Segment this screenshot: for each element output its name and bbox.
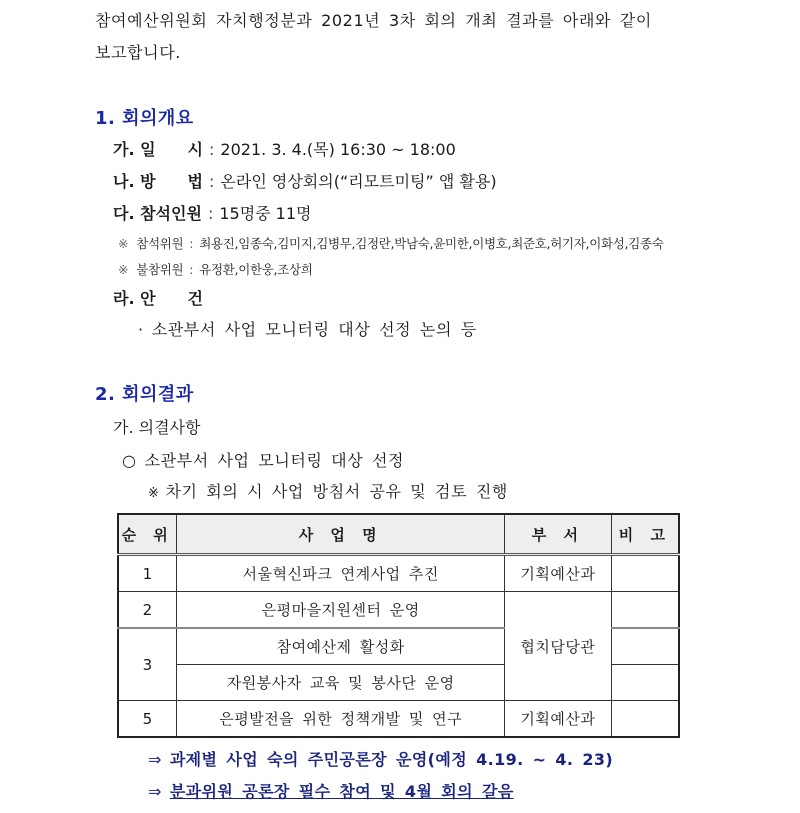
header-note: 비 고 xyxy=(611,514,679,555)
absentees-label: 불참위원 xyxy=(136,262,184,277)
circle-bullet-icon: ○ xyxy=(122,451,137,470)
attendance-value: 15명중 11명 xyxy=(219,204,312,223)
reference-mark-icon: ※ xyxy=(148,486,160,501)
dept-cell: 협치담당관 xyxy=(505,592,612,701)
table-header-row xyxy=(118,514,679,555)
double-arrow-icon: ⇒ xyxy=(148,782,162,801)
note-cell xyxy=(611,592,679,629)
method-value: 온라인 영상회의(“리모트미팅” 앱 활용) xyxy=(220,172,497,191)
project-cell: 자원봉사자 교육 및 봉사단 운영 xyxy=(177,665,505,701)
project-cell: 참여예산제 활성화 xyxy=(177,628,505,665)
table-row xyxy=(118,592,679,629)
meeting-datetime xyxy=(113,137,456,160)
agenda-item-text: 소관부서 사업 모니터링 대상 선정 논의 등 xyxy=(151,320,477,339)
absentees-names: 유정환,이한웅,조상희 xyxy=(199,262,313,277)
resolution-subheading: 가. 의결사항 xyxy=(113,418,201,437)
attendees-label: 참석위원 xyxy=(136,236,184,251)
meeting-attendance xyxy=(113,201,312,224)
table-row xyxy=(118,555,679,592)
reference-mark-icon: ※ xyxy=(118,236,129,251)
double-arrow-icon: ⇒ xyxy=(148,750,162,769)
absentees-line xyxy=(118,260,313,278)
rank-cell: 5 xyxy=(118,701,177,738)
header-dept: 부 서 xyxy=(505,514,612,555)
intro-line-1: 참여예산위원회 자치행정분과 2021년 3차 회의 개최 결과를 아래와 같이 xyxy=(95,11,652,30)
method-sep: : xyxy=(209,172,215,191)
note-cell xyxy=(611,665,679,701)
conclusion-1-text: 과제별 사업 숙의 주민공론장 운영(예정 4.19. ~ 4. 23) xyxy=(169,750,614,769)
agenda-item xyxy=(138,317,477,340)
attendance-sep: : xyxy=(207,204,214,223)
resolution-note xyxy=(148,479,508,502)
meeting-method xyxy=(113,169,497,192)
bullet-dot-icon: · xyxy=(138,320,144,339)
conclusion-1 xyxy=(148,747,613,770)
note-cell xyxy=(611,555,679,592)
conclusion-2 xyxy=(148,779,514,802)
datetime-value: 2021. 3. 4.(목) 16:30 ~ 18:00 xyxy=(220,140,456,159)
rank-cell: 1 xyxy=(118,555,177,592)
intro-line-2: 보고합니다. xyxy=(95,43,181,62)
note-cell xyxy=(611,701,679,738)
method-label: 나. 방 법 xyxy=(113,172,204,191)
attendance-label: 다. 참석인원 xyxy=(113,204,202,223)
reference-mark-icon: ※ xyxy=(118,262,129,277)
monitoring-targets-table xyxy=(117,513,680,738)
table-row xyxy=(118,701,679,738)
datetime-label: 가. 일 시 xyxy=(113,140,204,159)
project-cell: 은평발전을 위한 정책개발 및 연구 xyxy=(177,701,505,738)
section-2-heading: 2. 회의결과 xyxy=(95,384,194,405)
section-1-heading: 1. 회의개요 xyxy=(95,108,194,129)
resolution-item xyxy=(122,448,404,471)
agenda-label-row xyxy=(113,286,203,309)
resolution-note-text: 차기 회의 시 사업 방침서 공유 및 검토 진행 xyxy=(165,482,508,501)
header-project: 사 업 명 xyxy=(177,514,505,555)
datetime-sep: : xyxy=(209,140,215,159)
header-rank: 순 위 xyxy=(118,514,177,555)
attendees-names: 최용진,임종숙,김미지,김병무,김정란,박남숙,윤미한,이병호,최준호,허기자,이화성,김종숙 xyxy=(199,236,664,251)
dept-cell: 기획예산과 xyxy=(505,555,612,592)
agenda-label: 라. 안 건 xyxy=(113,289,204,308)
resolution-item-text: 소관부서 사업 모니터링 대상 선정 xyxy=(144,451,405,470)
project-cell: 서울혁신파크 연계사업 추진 xyxy=(177,555,505,592)
conclusion-2-text: 분과위원 공론장 필수 참여 및 4월 회의 갈음 xyxy=(169,782,514,801)
attendees-line xyxy=(118,234,664,252)
note-cell xyxy=(611,628,679,665)
rank-cell: 3 xyxy=(118,628,177,701)
absentees-sep: : xyxy=(189,262,194,277)
project-cell: 은평마을지원센터 운영 xyxy=(177,592,505,629)
rank-cell: 2 xyxy=(118,592,177,629)
attendees-sep: : xyxy=(189,236,194,251)
dept-cell: 기획예산과 xyxy=(505,701,612,738)
